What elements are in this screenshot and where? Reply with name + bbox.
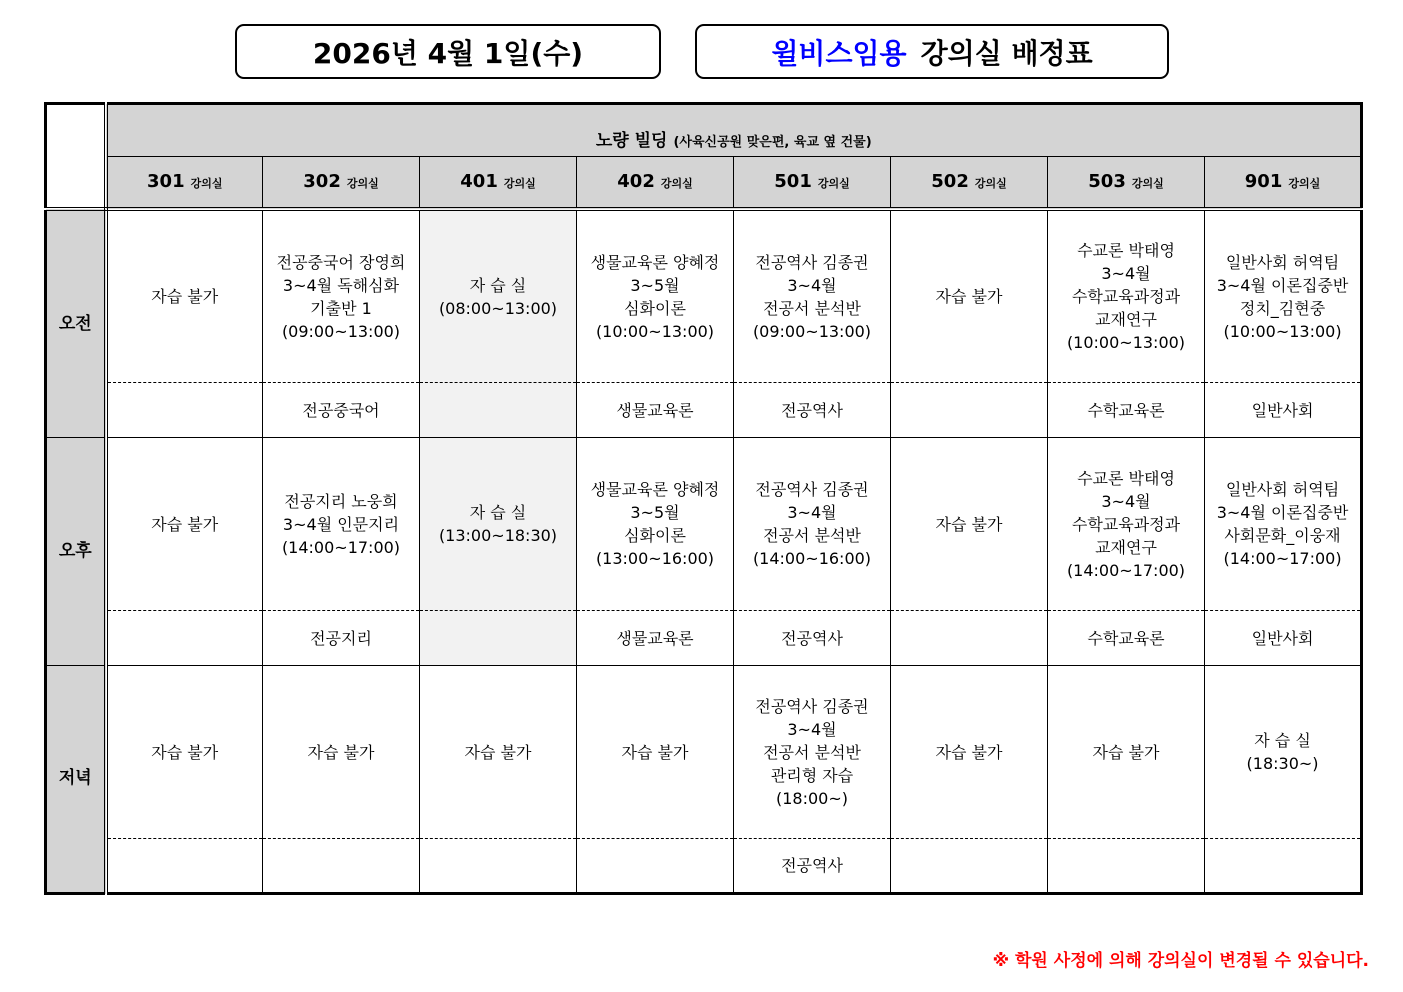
subject-cell: 생물교육론 [577,383,734,437]
subject-cell [420,383,577,437]
subject-cell [891,383,1048,437]
room-header-302 [263,157,420,209]
room-header-901 [1205,157,1362,209]
class-cell: 전공지리 노웅희 3~4월 인문지리 (14:00~17:00) [263,437,420,611]
subject-cell: 수학교육론 [1048,611,1205,665]
corner-cell [46,104,106,210]
room-unit: 강의실 [503,176,536,190]
class-cell: 전공중국어 장영희 3~4월 독해심화 기출반 1 (09:00~13:00) [263,209,420,383]
class-cell: 자습 불가 [420,665,577,839]
building-header [106,104,1362,157]
room-header-row [46,157,1362,209]
subject-cell [1048,839,1205,894]
room-number: 501 [774,170,812,192]
subject-cell [106,839,263,894]
subject-cell [420,611,577,665]
subject-cell: 일반사회 [1205,383,1362,437]
subject-cell [577,839,734,894]
room-unit: 강의실 [1288,176,1321,190]
room-unit: 강의실 [660,176,693,190]
period-subject-row [46,383,1362,437]
period-label: 오전 [46,209,106,437]
date-text: 2026년 4월 1일(수) [312,36,584,70]
room-header-502 [891,157,1048,209]
room-number: 502 [931,170,969,192]
class-cell: 자 습 실 (13:00~18:30) [420,437,577,611]
subject-cell [263,839,420,894]
period-subject-row [46,611,1362,665]
class-cell: 자습 불가 [891,209,1048,383]
room-header-301 [106,157,263,209]
subject-cell [891,611,1048,665]
subject-cell [106,611,263,665]
class-cell: 자습 불가 [1048,665,1205,839]
room-unit: 강의실 [1131,176,1164,190]
room-unit: 강의실 [346,176,379,190]
class-cell: 전공역사 김종권 3~4월 전공서 분석반 (14:00~16:00) [734,437,891,611]
building-row [46,104,1362,157]
room-header-402 [577,157,734,209]
class-cell: 일반사회 허역팀 3~4월 이론집중반 사회문화_이웅재 (14:00~17:00) [1205,437,1362,611]
class-cell: 자습 불가 [106,209,263,383]
period-class-row [46,209,1362,383]
class-cell: 자습 불가 [577,665,734,839]
change-notice: ※ 학원 사정에 의해 강의실이 변경될 수 있습니다. [992,951,1369,971]
period-label: 저녁 [46,665,106,893]
period-subject-row [46,839,1362,894]
room-number: 901 [1244,170,1283,192]
subject-cell [420,839,577,894]
class-cell: 자습 불가 [891,437,1048,611]
class-cell: 전공역사 김종권 3~4월 전공서 분석반 관리형 자습 (18:00~) [734,665,891,839]
class-cell: 생물교육론 양혜정 3~5월 심화이론 (10:00~13:00) [577,209,734,383]
period-class-row [46,437,1362,611]
subject-cell: 전공역사 [734,383,891,437]
class-cell: 전공역사 김종권 3~4월 전공서 분석반 (09:00~13:00) [734,209,891,383]
class-cell: 자습 불가 [106,437,263,611]
building-name: 노량 빌딩 [595,131,668,152]
class-cell: 자습 불가 [891,665,1048,839]
period-label: 오후 [46,437,106,665]
subject-cell: 생물교육론 [577,611,734,665]
class-cell: 자습 불가 [106,665,263,839]
room-unit: 강의실 [817,176,850,190]
class-cell: 자습 불가 [263,665,420,839]
room-unit: 강의실 [190,176,223,190]
subject-cell [891,839,1048,894]
room-unit: 강의실 [974,176,1007,190]
class-cell: 자 습 실 (08:00~13:00) [420,209,577,383]
room-number: 301 [147,170,185,192]
schedule-title [695,24,1169,79]
room-number: 402 [617,170,655,192]
subject-cell: 전공역사 [734,839,891,894]
subject-cell: 일반사회 [1205,611,1362,665]
subject-cell: 전공중국어 [263,383,420,437]
building-location: (사육신공원 맞은편, 육교 옆 건물) [673,135,872,151]
period-class-row [46,665,1362,839]
room-number: 503 [1088,170,1126,192]
class-cell: 생물교육론 양혜정 3~5월 심화이론 (13:00~16:00) [577,437,734,611]
room-number: 401 [460,170,498,192]
room-assignment-table [44,102,1363,895]
subject-cell: 수학교육론 [1048,383,1205,437]
room-header-501 [734,157,891,209]
subject-cell [1205,839,1362,894]
date-title [235,24,661,79]
class-cell: 수교론 박태영 3~4월 수학교육과정과 교재연구 (10:00~13:00) [1048,209,1205,383]
room-header-401 [420,157,577,209]
room-header-503 [1048,157,1205,209]
room-number: 302 [303,170,341,192]
brand-name: 윌비스임용 [771,36,907,70]
class-cell: 자 습 실 (18:30~) [1205,665,1362,839]
class-cell: 일반사회 허역팀 3~4월 이론집중반 정치_김현중 (10:00~13:00) [1205,209,1362,383]
subject-cell: 전공역사 [734,611,891,665]
class-cell: 수교론 박태영 3~4월 수학교육과정과 교재연구 (14:00~17:00) [1048,437,1205,611]
subject-cell: 전공지리 [263,611,420,665]
title-text: 강의실 배정표 [920,36,1093,70]
subject-cell [106,383,263,437]
